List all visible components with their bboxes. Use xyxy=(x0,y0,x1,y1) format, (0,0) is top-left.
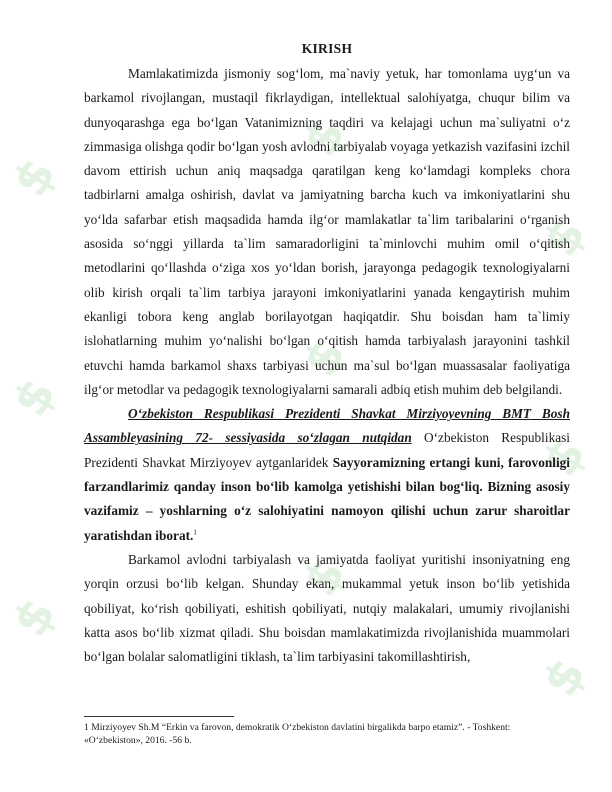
svg-text:$: $ xyxy=(531,209,598,266)
svg-text:$: $ xyxy=(1,149,68,206)
svg-text:$: $ xyxy=(531,429,598,486)
paragraph-quote xyxy=(84,402,570,548)
svg-text:$: $ xyxy=(1,589,68,646)
footnote-text: 1 Mirziyoyev Sh.M “Erkin va farovon, demokratik O‘zbekiston davlatini birgalikda barpo etamiz”. - Toshkent: «O‘zbekiston», 2016. -56 b. xyxy=(84,722,511,746)
paragraph-development: Barkamol avlodni tarbiyalash va jamiyatda faoliyat yuritishi insoniyatning eng yorqin orzusi bo‘lib kelgan. Shunday ekan, mukammal yetuk inson bo‘lib yetishida qobiliyat, ko‘rish qobiliyati, eshitish qobiliyati, nutqiy malakalari, umumiy rivojlanishi katta asos bo‘lib xizmat qiladi. Shu boisdan mamlakatimizda rivojlanishida muammolari bo‘lgan bolalar salomatligini tiklash, ta`lim tarbiyasini takomillashtirish, xyxy=(84,551,570,665)
svg-text:$: $ xyxy=(291,109,358,166)
document-page xyxy=(84,40,570,669)
footnote-divider xyxy=(84,716,234,717)
svg-text:$: $ xyxy=(531,649,598,706)
svg-text:$: $ xyxy=(1,369,68,426)
svg-text:$: $ xyxy=(291,549,358,606)
quote-source: O‘zbekiston Respublikasi Prezidenti Shavkat Mirziyoyevning BMT Bosh Assambleyasining 72- sessiyasida so‘zlagan nutqidan xyxy=(84,406,570,446)
footnote-mark: 1 xyxy=(193,528,197,537)
quote-lead: O‘zbekiston Respublikasi Prezidenti Shavkat Mirziyoyev aytganlaridek xyxy=(84,430,570,470)
svg-text:$: $ xyxy=(291,329,358,386)
quote-text: Sayyoramizning ertangi kuni, farovonligi farzandlarimiz qanday inson bo‘lib kamolga yetishishi bilan bog‘liq. Bizning asosiy vazifamiz – yoshlarning o‘z salohiyatini namoyon qilishi uchun zarur sharoitlar yaratishdan iborat. xyxy=(84,454,570,543)
document-title: KIRISH xyxy=(301,41,353,56)
paragraph-intro: Mamlakatimizda jismoniy sog‘lom, ma`naviy yetuk, har tomonlama uyg‘un va barkamol rivojlangan, mustaqil fikrlaydigan, intellektual salohiyatga, chuqur bilim va dunyoqarashga ega bo‘lgan Vatanimizning taqdiri va kelajagi uchun ma`suliyatni o‘z zimmasiga olishga qodir bo‘lgan yosh avlodni tarbiyalab voyaga yetkazish vazifasini izchil davom ettirish uchun aniq maqsadga qaratilgan keng ko‘lamdagi kompleks chora tadbirlarni amalga oshirish, davlat va jamiyatning barcha kuch va imkoniyatlarini shu yo‘lda safarbar etish maqsadida hamda ilg‘or mamlakatlar ta`lim taribalarini o‘rganish asosida so‘nggi yillarda ta`lim samaradorligini ta`minlovchi muhim omil o‘qitish metodlarini qo‘llashda o‘ziga xos yo‘ldan borish, jarayonga pedagogik texnologiyalarni olib kirish orqali ta`lim tarbiya jarayoni imkoniyatlarini yanada kengaytirish muhim ekanligi tobora keng anglab borilayotgan haqiqatdir. Shu boisdan ham ta`limiy islohatlarning muhim yo‘nalishi bo‘lgan o‘qitish hamda tarbiyalash jarayonini tashkil etuvchi hamda barkamol shaxs tarbiyasi uchun ma`sul bo‘lgan muassasalar faoliyatiga ilg‘or metodlar va pedagogik texnologiyalarni samarali adbiq etish muhim deb belgilandi. xyxy=(84,66,570,397)
